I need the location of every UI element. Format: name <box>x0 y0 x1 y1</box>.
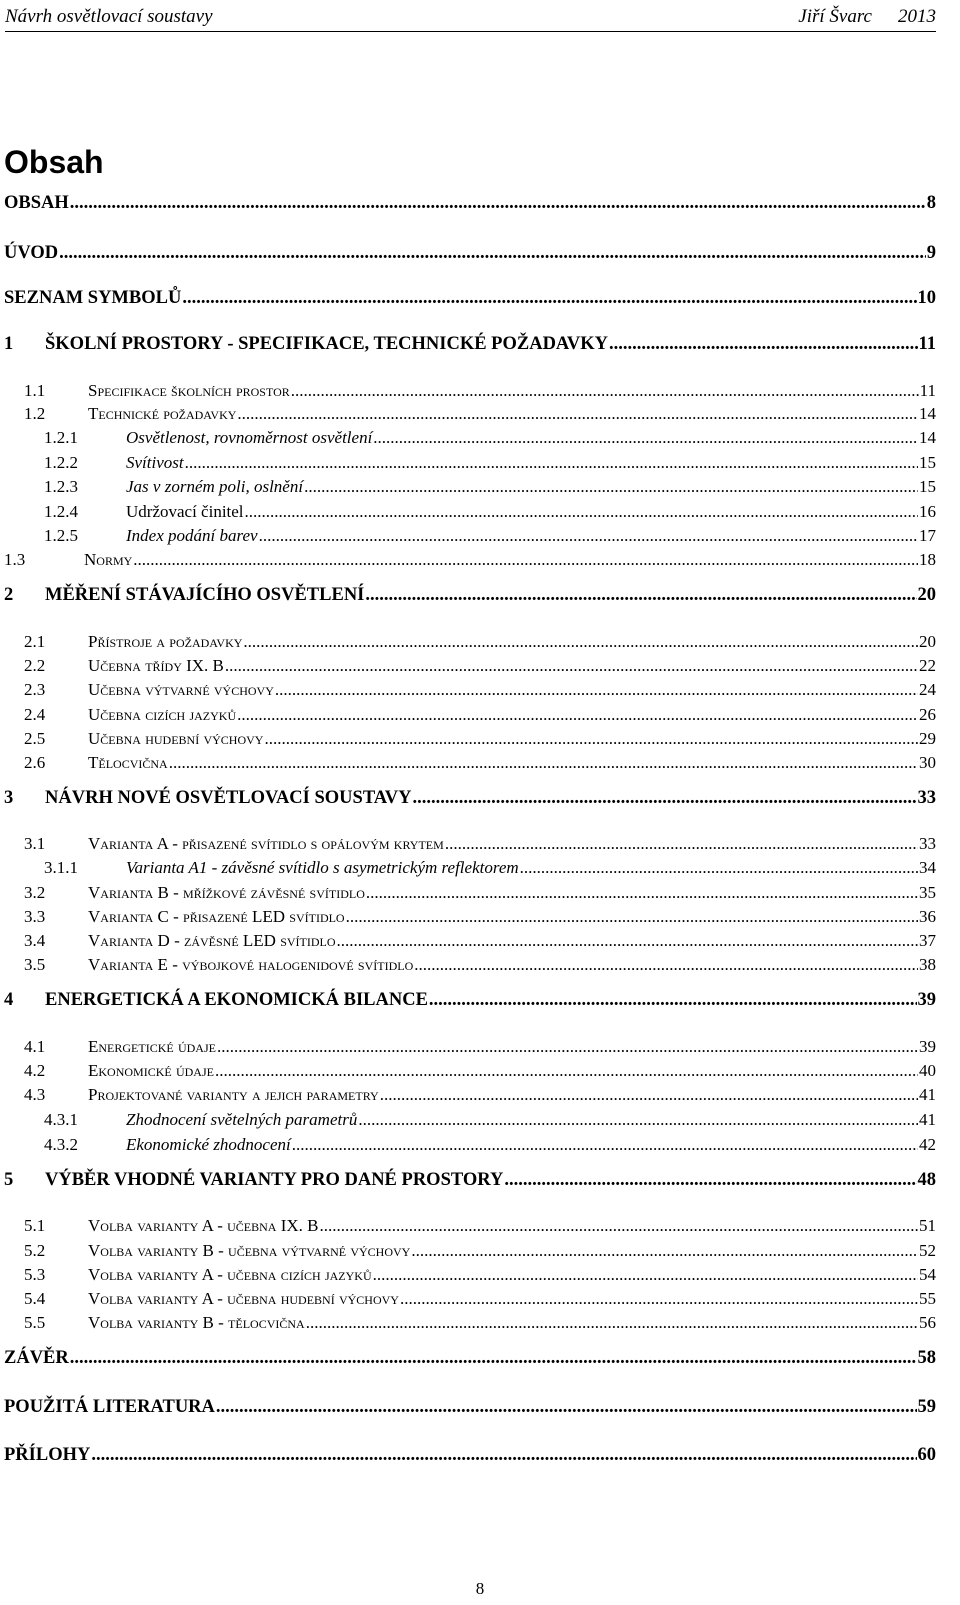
toc-entry-text: Volba varianty A - učebna hudební výchovy <box>88 1289 399 1308</box>
toc-entry-text: NÁVRH NOVÉ OSVĚTLOVACÍ SOUSTAVY <box>45 788 412 808</box>
toc-entry-text: Varianta A - přisazené svítidlo s opálovým krytem <box>88 834 444 853</box>
toc-title: Obsah <box>4 144 104 180</box>
toc-entry-text: Specifikace školních prostor <box>88 381 290 400</box>
toc-entry-page: 33 <box>917 788 936 808</box>
toc-entry-text: Udržovací činitel <box>126 502 244 521</box>
toc-entry-text: MĚŘENÍ STÁVAJÍCÍHO OSVĚTLENÍ <box>45 585 365 605</box>
toc-entry-page: 11 <box>919 381 936 400</box>
toc-entry-5-2[interactable] <box>24 1238 936 1264</box>
toc-entry-number: 1.2.3 <box>44 477 78 496</box>
toc-leader <box>182 285 916 311</box>
author-name: Jiří Švarc <box>798 6 872 27</box>
toc-leader <box>366 880 918 905</box>
toc-entry-number: 1.2.1 <box>44 428 78 447</box>
toc-entry-text: Volba varianty A - učebna IX. B <box>88 1216 319 1235</box>
toc-entry-page: 41 <box>919 1110 936 1129</box>
toc-entry-1-3[interactable] <box>4 547 936 573</box>
toc-entry-page: 56 <box>919 1313 936 1332</box>
toc-entry-text: Zhodnocení světelných parametrů <box>126 1110 358 1129</box>
toc-entry-number: 1.2.5 <box>44 526 78 545</box>
toc-entry-text: Svítivost <box>126 453 184 472</box>
toc-entry-text: ÚVOD <box>4 243 59 263</box>
toc-entry-page: 29 <box>919 729 936 748</box>
toc-entry-2-5[interactable] <box>24 726 936 752</box>
toc-leader <box>292 1132 918 1157</box>
toc-entry-page: 38 <box>919 955 936 974</box>
toc-entry-text: Učebna hudební výchovy <box>88 729 264 748</box>
toc-entry-page: 33 <box>919 834 936 853</box>
toc-entry-text: Varianta D - závěsné LED svítidlo <box>88 931 336 950</box>
toc-entry-text: Volba varianty B - učebna výtvarné výchovy <box>88 1241 411 1260</box>
page-number: 8 <box>475 1579 485 1598</box>
toc-entry-2-6[interactable] <box>24 750 936 776</box>
toc-entry-page: 37 <box>919 931 936 950</box>
toc-entry-page: 17 <box>919 526 936 545</box>
toc-leader <box>215 1058 918 1083</box>
toc-entry-text: Energetické údaje <box>88 1037 216 1056</box>
toc-leader <box>445 831 918 856</box>
toc-entry-text: Přístroje a požadavky <box>88 632 243 651</box>
toc-leader <box>133 547 918 572</box>
toc-leader <box>259 523 918 548</box>
toc-entry-page: 24 <box>919 680 936 699</box>
toc-entry-text: Varianta C - přisazené LED svítidlo <box>88 907 345 926</box>
toc-entry-number: 2.2 <box>24 656 46 675</box>
toc-entry-page: 36 <box>919 907 936 926</box>
toc-entry-chapter-2[interactable] <box>4 582 936 608</box>
toc-entry-text: Varianta B - mřížkové závěsné svítidlo <box>88 883 365 902</box>
toc-entry-text: Učebna výtvarné výchovy <box>88 680 274 699</box>
toc-entry-page: 8 <box>926 193 936 213</box>
toc-entry-number: 1.2.4 <box>44 502 78 521</box>
toc-entry-5-3[interactable] <box>24 1262 936 1288</box>
toc-entry-1-2-4[interactable] <box>44 499 936 525</box>
header-rule <box>5 31 936 32</box>
toc-entry-text: OBSAH <box>4 193 69 213</box>
toc-entry-number: 1.2 <box>24 404 46 423</box>
toc-entry-page: 59 <box>917 1397 936 1417</box>
toc-entry-1-2-2[interactable] <box>44 450 936 476</box>
toc-entry-text: Učebna třídy IX. B <box>88 656 224 675</box>
toc-entry-text: ŠKOLNÍ PROSTORY - SPECIFIKACE, TECHNICKÉ POŽADAVKY <box>45 334 609 354</box>
toc-entry-chapter-5[interactable] <box>4 1167 936 1193</box>
toc-entry-number: 1 <box>4 334 14 354</box>
toc-entry-page: 20 <box>917 585 936 605</box>
toc-entry-page: 55 <box>919 1289 936 1308</box>
toc-entry-number: 2.4 <box>24 705 46 724</box>
toc-leader <box>414 952 918 977</box>
toc-entry-text: Volba varianty A - učebna cizích jazyků <box>88 1265 372 1284</box>
page-header <box>5 4 936 30</box>
toc-entry-page: 60 <box>917 1445 936 1465</box>
toc-leader <box>185 450 918 475</box>
toc-entry-text: Projektované varianty a jejich parametry <box>88 1085 379 1104</box>
toc-leader <box>304 474 918 499</box>
toc-entry-1-2-1[interactable] <box>44 425 936 451</box>
toc-entry-page: 20 <box>919 632 936 651</box>
toc-leader <box>429 987 917 1013</box>
toc-leader <box>373 425 918 450</box>
toc-leader <box>237 702 918 727</box>
toc-leader <box>216 1394 917 1420</box>
toc-leader <box>275 677 918 702</box>
toc-entry-5-1[interactable] <box>24 1213 936 1239</box>
toc-entry-zaver[interactable] <box>4 1345 936 1371</box>
toc-entry-number: 5.1 <box>24 1216 46 1235</box>
toc-entry-text: Ekonomické zhodnocení <box>126 1135 291 1154</box>
toc-leader <box>413 785 917 811</box>
toc-entry-number: 5.4 <box>24 1289 46 1308</box>
toc-entry-number: 2.3 <box>24 680 46 699</box>
toc-entry-number: 3.3 <box>24 907 46 926</box>
toc-entry-page: 34 <box>919 858 936 877</box>
toc-entry-number: 3.2 <box>24 883 46 902</box>
toc-entry-page: 14 <box>919 428 936 447</box>
toc-entry-page: 39 <box>917 990 936 1010</box>
toc-leader <box>70 1345 917 1371</box>
toc-leader <box>264 726 918 751</box>
toc-entry-text: Technické požadavky <box>88 404 237 423</box>
toc-entry-number: 4.3.1 <box>44 1110 78 1129</box>
toc-entry-3-5[interactable] <box>24 952 936 978</box>
toc-entry-number: 4.3 <box>24 1085 46 1104</box>
toc-entry-page: 52 <box>919 1241 936 1260</box>
toc-entry-text: SEZNAM SYMBOLŮ <box>4 288 182 308</box>
toc-entry-page: 58 <box>917 1348 936 1368</box>
toc-entry-text: Volba varianty B - tělocvična <box>88 1313 305 1332</box>
toc-entry-page: 54 <box>919 1265 936 1284</box>
toc-entry-number: 5.5 <box>24 1313 46 1332</box>
toc-leader <box>380 1082 918 1107</box>
toc-entry-number: 1.3 <box>4 550 26 569</box>
toc-entry-number: 5.3 <box>24 1265 46 1284</box>
toc-entry-chapter-4[interactable] <box>4 987 936 1013</box>
toc-entry-number: 2.5 <box>24 729 46 748</box>
year: 2013 <box>898 6 936 27</box>
toc-entry-page: 11 <box>918 334 936 354</box>
toc-entry-number: 2.6 <box>24 753 46 772</box>
toc-entry-3-2[interactable] <box>24 880 936 906</box>
toc-entry-text: ENERGETICKÁ A EKONOMICKÁ BILANCE <box>45 990 428 1010</box>
toc-entry-uvod[interactable] <box>4 240 936 266</box>
toc-entry-text: Tělocvična <box>88 753 168 772</box>
toc-entry-page: 16 <box>919 502 936 521</box>
toc-entry-obsah[interactable] <box>4 190 936 216</box>
toc-entry-text: Ekonomické údaje <box>88 1061 214 1080</box>
toc-entry-page: 42 <box>919 1135 936 1154</box>
toc-entry-5-4[interactable] <box>24 1286 936 1312</box>
toc-entry-page: 40 <box>919 1061 936 1080</box>
toc-entry-3-1[interactable] <box>24 831 936 857</box>
toc-entry-number: 4.2 <box>24 1061 46 1080</box>
toc-leader <box>225 653 918 678</box>
toc-entry-3-1-1[interactable] <box>44 855 936 881</box>
toc-entry-page: 9 <box>926 243 936 263</box>
toc-entry-number: 5.2 <box>24 1241 46 1260</box>
toc-entry-1-2[interactable] <box>24 401 936 427</box>
toc-leader <box>346 904 918 929</box>
toc-entry-number: 3.4 <box>24 931 46 950</box>
toc-leader <box>169 750 918 775</box>
toc-entry-page: 30 <box>919 753 936 772</box>
toc-leader <box>217 1034 918 1059</box>
toc-entry-5-5[interactable] <box>24 1310 936 1336</box>
toc-entry-4-3-2[interactable] <box>44 1132 936 1158</box>
toc-entry-text: POUŽITÁ LITERATURA <box>4 1397 215 1417</box>
toc-entry-pouzita-literatura[interactable] <box>4 1394 936 1420</box>
toc-leader <box>365 582 916 608</box>
toc-entry-number: 2.1 <box>24 632 46 651</box>
toc-entry-page: 10 <box>917 288 936 308</box>
toc-entry-page: 18 <box>919 550 936 569</box>
toc-leader <box>520 855 918 880</box>
toc-entry-chapter-1[interactable] <box>4 331 936 357</box>
toc-entry-2-4[interactable] <box>24 702 936 728</box>
toc-entry-text: Osvětlenost, rovnoměrnost osvětlení <box>126 428 373 447</box>
toc-entry-1-2-5[interactable] <box>44 523 936 549</box>
toc-leader <box>337 928 918 953</box>
toc-entry-4-3-1[interactable] <box>44 1107 936 1133</box>
toc-leader <box>319 1213 918 1238</box>
toc-entry-page: 41 <box>919 1085 936 1104</box>
toc-leader <box>70 190 926 216</box>
toc-entry-text: Učebna cizích jazyků <box>88 705 237 724</box>
toc-entry-number: 1.1 <box>24 381 46 400</box>
toc-entry-number: 4.1 <box>24 1037 46 1056</box>
toc-entry-3-4[interactable] <box>24 928 936 954</box>
toc-entry-page: 15 <box>919 453 936 472</box>
toc-entry-prilohy[interactable] <box>4 1442 936 1468</box>
toc-leader <box>291 378 919 403</box>
toc-entry-page: 26 <box>919 705 936 724</box>
document-title: Návrh osvětlovací soustavy <box>5 6 213 27</box>
toc-entry-1-2-3[interactable] <box>44 474 936 500</box>
toc-entry-page: 14 <box>919 404 936 423</box>
toc-entry-text: Jas v zorném poli, oslnění <box>126 477 304 496</box>
toc-entry-4-1[interactable] <box>24 1034 936 1060</box>
toc-entry-number: 3.5 <box>24 955 46 974</box>
toc-entry-2-1[interactable] <box>24 629 936 655</box>
toc-entry-number: 4 <box>4 990 14 1010</box>
toc-entry-page: 39 <box>919 1037 936 1056</box>
toc-leader <box>59 240 926 266</box>
toc-entry-number: 3.1.1 <box>44 858 78 877</box>
toc-leader <box>245 499 918 524</box>
toc-entry-text: Normy <box>84 550 133 569</box>
toc-leader <box>411 1238 918 1263</box>
toc-entry-text: VÝBĚR VHODNÉ VARIANTY PRO DANÉ PROSTORY <box>45 1170 504 1190</box>
toc-entry-page: 35 <box>919 883 936 902</box>
toc-entry-number: 2 <box>4 585 14 605</box>
toc-entry-number: 3 <box>4 788 14 808</box>
toc-leader <box>504 1167 916 1193</box>
toc-leader <box>358 1107 918 1132</box>
toc-leader <box>237 401 918 426</box>
toc-leader <box>400 1286 918 1311</box>
header-author-year <box>798 4 936 30</box>
toc-entry-text: Varianta A1 - závěsné svítidlo s asymetrickým reflektorem <box>126 858 519 877</box>
toc-entry-text: PŘÍLOHY <box>4 1445 91 1465</box>
toc-entry-page: 22 <box>919 656 936 675</box>
toc-leader <box>306 1310 918 1335</box>
toc-leader <box>91 1442 916 1468</box>
toc-entry-number: 5 <box>4 1170 14 1190</box>
toc-entry-number: 1.2.2 <box>44 453 78 472</box>
toc-entry-chapter-3[interactable] <box>4 785 936 811</box>
toc-entry-seznam-symbolu[interactable] <box>4 285 936 311</box>
toc-entry-page: 15 <box>919 477 936 496</box>
toc-leader <box>243 629 918 654</box>
toc-entry-number: 3.1 <box>24 834 46 853</box>
toc-entry-4-3[interactable] <box>24 1082 936 1108</box>
toc-entry-page: 48 <box>917 1170 936 1190</box>
toc-entry-number: 4.3.2 <box>44 1135 78 1154</box>
toc-entry-text: Varianta E - výbojkové halogenidové svítidlo <box>88 955 414 974</box>
toc-entry-3-3[interactable] <box>24 904 936 930</box>
toc-leader <box>373 1262 918 1287</box>
toc-entry-page: 51 <box>919 1216 936 1235</box>
toc-entry-2-3[interactable] <box>24 677 936 703</box>
toc-entry-4-2[interactable] <box>24 1058 936 1084</box>
toc-entry-text: ZÁVĚR <box>4 1348 69 1368</box>
toc-entry-text: Index podání barev <box>126 526 258 545</box>
toc-entry-2-2[interactable] <box>24 653 936 679</box>
toc-leader <box>609 331 918 357</box>
